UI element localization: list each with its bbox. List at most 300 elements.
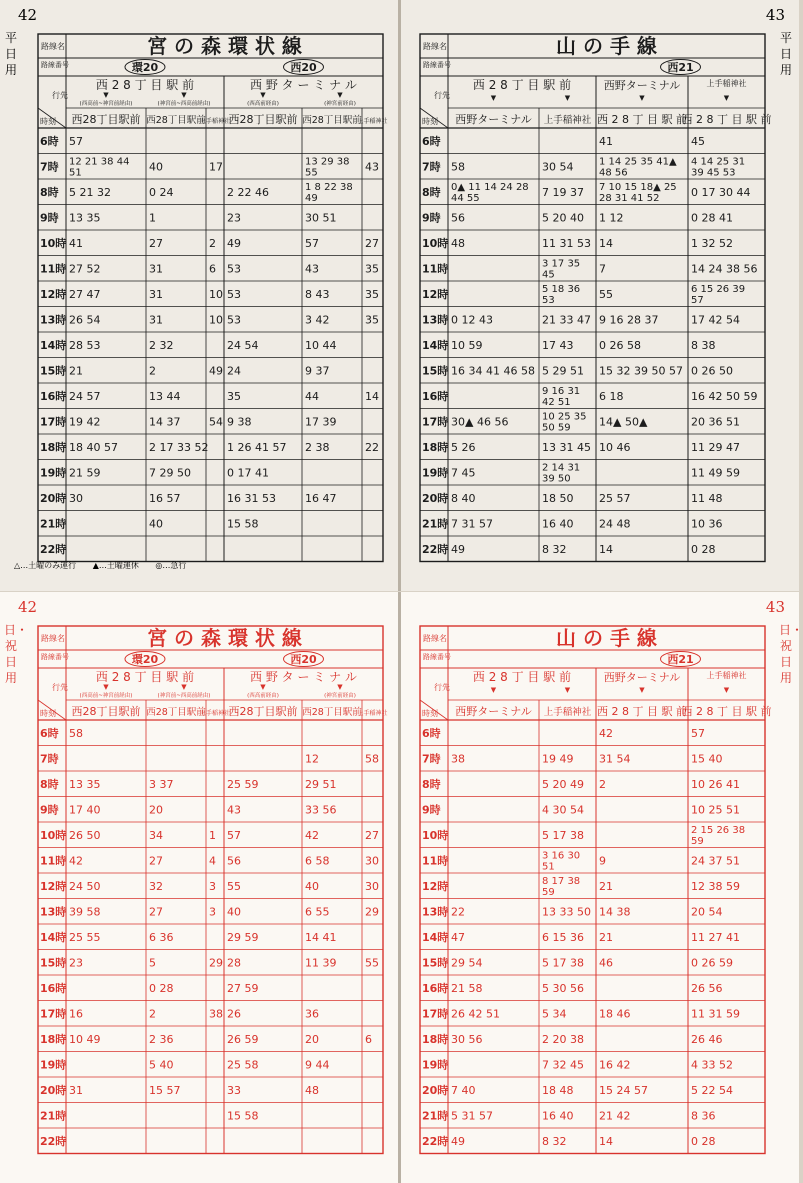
destination-column-head: 西28丁目駅前 (302, 707, 362, 718)
departure-minutes: 29 54 (451, 956, 483, 970)
departure-minutes: 59 (691, 836, 704, 847)
departure-minutes: 25 58 (227, 1058, 259, 1072)
departure-minutes: 7 45 (451, 466, 476, 480)
hour-cell: 9時 (422, 211, 441, 225)
departure-minutes: 3 (209, 880, 216, 893)
destination-column-head: 西野ターミナル (455, 705, 532, 718)
hour-cell: 14時 (40, 339, 67, 352)
departure-minutes: 4 (209, 854, 216, 868)
route-number-label: 路線番号 (41, 653, 69, 661)
departure-minutes: 20 (305, 1033, 319, 1046)
departure-minutes: 10 49 (69, 1033, 101, 1046)
departure-minutes: 8 32 (542, 1135, 567, 1148)
destination-label: 行先 (52, 683, 68, 692)
departure-minutes: 2 38 (305, 441, 330, 454)
departure-minutes: 5 29 51 (542, 364, 584, 378)
departure-minutes: 10 25 51 (691, 803, 740, 817)
departure-minutes: 19 42 (69, 415, 101, 429)
line-name-label: 路線名 (41, 42, 65, 51)
day-label: 日・祝日用 (779, 623, 803, 685)
departure-minutes: 5 26 (451, 441, 476, 454)
departure-minutes: 19 49 (542, 752, 574, 766)
hour-cell: 18時 (422, 1033, 449, 1046)
departure-minutes: 11 31 53 (542, 237, 591, 250)
departure-minutes: 31 (149, 313, 163, 327)
departure-minutes: 18 40 57 (69, 441, 118, 454)
departure-minutes: 8 17 38 (542, 876, 581, 887)
destination-group: 西野ターミナル (603, 79, 681, 92)
departure-minutes: 24 57 (69, 390, 101, 403)
departure-minutes: 0 26 59 (691, 956, 733, 970)
departure-minutes: 0 28 (691, 543, 716, 556)
departure-minutes: 40 (305, 880, 319, 893)
departure-minutes: 10 36 (691, 517, 723, 531)
down-arrow-icon: ▼ (639, 686, 645, 694)
departure-minutes: 55 (599, 288, 613, 301)
departure-minutes: 6 58 (305, 854, 330, 868)
route-via-note: (神宮前経由) (324, 101, 356, 107)
hour-cell: 17時 (422, 1007, 449, 1021)
destination-column-head: 西28丁目駅前 (146, 707, 206, 718)
departure-minutes: 16 40 (542, 517, 574, 531)
departure-minutes: 49 (227, 237, 241, 250)
hour-cell: 6時 (422, 135, 441, 148)
departure-minutes: 13 44 (149, 390, 181, 403)
departure-minutes: 10 44 (305, 339, 337, 352)
destination-column-head: 西28丁目駅前 (71, 113, 141, 126)
departure-minutes: 14 24 38 56 (691, 262, 758, 276)
departure-minutes: 22 (451, 905, 465, 919)
hour-label: 時刻 (422, 709, 438, 718)
departure-minutes: 49 (209, 364, 223, 378)
hour-cell: 19時 (40, 1058, 67, 1072)
departure-minutes: 1 (209, 829, 216, 842)
departure-minutes: 29 59 (227, 931, 259, 944)
hour-cell: 12時 (422, 288, 449, 301)
departure-minutes: 16 42 50 59 (691, 390, 758, 403)
departure-minutes: 17 39 (305, 415, 337, 429)
departure-minutes: 42 (69, 854, 83, 868)
departure-minutes: 14 37 (149, 415, 181, 429)
departure-minutes: 2 17 33 52 (149, 441, 209, 454)
hour-cell: 13時 (422, 313, 449, 327)
departure-minutes: 44 55 (451, 193, 480, 204)
departure-minutes: 30 54 (542, 160, 574, 174)
departure-minutes: 2 36 (149, 1033, 174, 1046)
departure-minutes: 57 (69, 135, 83, 148)
departure-minutes: 10 59 (451, 339, 483, 352)
departure-minutes: 31 (69, 1084, 83, 1097)
down-arrow-icon: ▼ (337, 91, 343, 99)
departure-minutes: 2 14 31 (542, 462, 581, 474)
departure-minutes: 45 (542, 269, 555, 281)
hour-cell: 19時 (422, 1058, 449, 1072)
hour-cell: 21時 (422, 1109, 449, 1123)
departure-minutes: 24 (227, 364, 241, 378)
departure-minutes: 42 51 (542, 397, 571, 408)
departure-minutes: 7 (599, 262, 606, 276)
down-arrow-icon: ▼ (260, 91, 266, 99)
departure-minutes: 12 (305, 752, 319, 766)
hour-cell: 11時 (40, 854, 67, 868)
hour-cell: 15時 (422, 364, 449, 378)
departure-minutes: 3 (209, 905, 216, 919)
departure-minutes: 27 (149, 854, 163, 868)
departure-minutes: 2 (149, 1007, 156, 1021)
holiday-page-43 (400, 592, 803, 1183)
departure-minutes: 14 41 (305, 931, 337, 944)
departure-minutes: 27 (365, 237, 379, 250)
timetable (400, 592, 803, 1183)
departure-minutes: 5 18 36 (542, 284, 581, 295)
departure-minutes: 5 17 38 (542, 956, 584, 970)
departure-minutes: 17 (209, 160, 223, 174)
destination-group: 西 2 8 丁 目 駅 前 (95, 78, 195, 92)
departure-minutes: 40 (227, 905, 241, 919)
destination-label: 行先 (52, 91, 68, 100)
departure-minutes: 24 37 51 (691, 854, 740, 868)
departure-minutes: 7 19 37 (542, 186, 584, 199)
departure-minutes: 31 54 (599, 752, 631, 766)
hour-cell: 8時 (422, 778, 441, 791)
departure-minutes: 4 30 54 (542, 803, 584, 817)
departure-minutes: 32 (149, 880, 163, 893)
departure-minutes: 13 29 38 (305, 156, 350, 168)
departure-minutes: 6 15 36 (542, 931, 584, 944)
departure-minutes: 1 8 22 38 (305, 182, 353, 193)
departure-minutes: 15 32 39 50 57 (599, 364, 683, 378)
departure-minutes: 38 (209, 1007, 223, 1021)
departure-minutes: 9 16 31 (542, 386, 581, 397)
down-arrow-icon: ▼ (564, 94, 571, 102)
hour-cell: 18時 (422, 441, 449, 454)
day-label: 平日用 (4, 31, 17, 77)
departure-minutes: 0 28 (149, 982, 174, 995)
hour-cell: 9時 (422, 803, 441, 817)
departure-minutes: 1 14 25 35 41▲ (599, 156, 677, 168)
departure-minutes: 1 12 (599, 211, 624, 225)
departure-minutes: 42 (305, 829, 319, 842)
departure-minutes: 33 (227, 1084, 241, 1097)
departure-minutes: 48 (305, 1084, 319, 1097)
down-arrow-icon: ▼ (260, 683, 266, 691)
departure-minutes: 0 24 (149, 186, 174, 199)
hour-cell: 18時 (40, 441, 67, 454)
holiday-spread (0, 592, 803, 1183)
weekday-spread (0, 0, 799, 591)
departure-minutes: 26 50 (69, 829, 101, 842)
departure-minutes: 5 20 49 (542, 778, 584, 791)
route-via-note: (神宮前~西高前経由) (157, 101, 211, 107)
departure-minutes: 24 50 (69, 880, 101, 893)
day-label: 日・祝日用 (4, 623, 29, 685)
hour-cell: 10時 (40, 237, 67, 250)
departure-minutes: 26 56 (691, 982, 723, 995)
departure-minutes: 27 (149, 905, 163, 919)
departure-minutes: 24 48 (599, 517, 631, 531)
departure-minutes: 30 (69, 492, 83, 505)
hour-cell: 7時 (422, 160, 441, 174)
departure-minutes: 26 54 (69, 313, 101, 327)
departure-minutes: 53 (227, 313, 241, 327)
destination-column-head: 上手稲神社 (543, 707, 592, 718)
destination-column-head: 西 2 8 丁 目 駅 前 (597, 705, 687, 718)
departure-minutes: 8 40 (451, 492, 476, 505)
route-via-note: (西高前経由) (247, 693, 279, 699)
hour-cell: 12時 (40, 880, 67, 893)
hour-cell: 8時 (40, 186, 59, 199)
departure-minutes: 57 (691, 727, 705, 740)
line-name-label: 路線名 (41, 634, 65, 643)
route-via-note: (神宮前経由) (324, 693, 356, 699)
departure-minutes: 28 (227, 956, 241, 970)
timetable (400, 0, 799, 591)
departure-minutes: 14 (599, 237, 613, 250)
departure-minutes: 53 (227, 288, 241, 301)
departure-minutes: 20 36 51 (691, 415, 740, 429)
departure-minutes: 30 51 (305, 211, 337, 225)
hour-label: 時刻 (422, 117, 438, 126)
departure-minutes: 8 43 (305, 288, 330, 301)
down-arrow-icon: ▼ (181, 91, 187, 99)
route-number-text: 環20 (131, 61, 159, 74)
departure-minutes: 28 53 (69, 339, 101, 352)
departure-minutes: 0 28 (691, 1135, 716, 1148)
route-number-label: 路線番号 (423, 61, 451, 69)
hour-cell: 8時 (40, 778, 59, 791)
departure-minutes: 14 (599, 1135, 613, 1148)
departure-minutes: 31 (149, 262, 163, 276)
departure-minutes: 55 (227, 880, 241, 893)
departure-minutes: 23 (69, 956, 83, 970)
departure-minutes: 18 48 (542, 1084, 574, 1097)
departure-minutes: 58 (451, 160, 465, 174)
departure-minutes: 4 33 52 (691, 1058, 733, 1072)
departure-minutes: 5 20 40 (542, 211, 584, 225)
line-name-title: 山 の 手 線 (556, 34, 657, 58)
down-arrow-icon: ▼ (723, 686, 730, 694)
hour-cell: 13時 (40, 905, 67, 919)
departure-minutes: 10 46 (599, 441, 631, 454)
hour-cell: 15時 (422, 956, 449, 970)
route-via-note: (西高前経由) (247, 101, 279, 107)
departure-minutes: 47 (451, 931, 465, 944)
departure-minutes: 26 59 (227, 1033, 259, 1046)
departure-minutes: 46 (599, 956, 613, 970)
departure-minutes: 17 40 (69, 803, 101, 817)
hour-cell: 20時 (422, 1084, 449, 1097)
departure-minutes: 18 50 (542, 492, 574, 505)
departure-minutes: 5 34 (542, 1007, 567, 1021)
day-label: 平日用 (779, 31, 792, 77)
hour-cell: 10時 (40, 829, 67, 842)
destination-group: 西 2 8 丁 目 駅 前 (95, 670, 195, 684)
departure-minutes: 20 54 (691, 905, 723, 919)
departure-minutes: 2 (599, 778, 606, 791)
departure-minutes: 10 25 35 (542, 411, 587, 423)
hour-cell: 17時 (422, 415, 449, 429)
departure-minutes: 45 (691, 135, 705, 148)
timetable (0, 0, 399, 591)
hour-cell: 7時 (40, 752, 59, 766)
departure-minutes: 10 (209, 313, 223, 327)
departure-minutes: 42 (599, 727, 613, 740)
route-via-note: (西高前~神宮前経由) (79, 693, 133, 699)
departure-minutes: 55 (365, 956, 379, 970)
down-arrow-icon: ▼ (723, 94, 730, 102)
line-name-label: 路線名 (423, 634, 447, 643)
departure-minutes: 21 (69, 364, 83, 378)
destination-group: 西 2 8 丁 目 駅 前 (472, 670, 572, 684)
departure-minutes: 54 (209, 415, 223, 429)
hour-cell: 21時 (40, 1109, 67, 1123)
departure-minutes: 49 (305, 193, 318, 204)
down-arrow-icon: ▼ (181, 683, 187, 691)
departure-minutes: 43 (305, 262, 319, 276)
departure-minutes: 27 (365, 829, 379, 842)
route-number-text: 西21 (667, 61, 694, 74)
departure-minutes: 15 57 (149, 1084, 181, 1097)
hour-cell: 11時 (422, 854, 449, 868)
departure-minutes: 11 48 (691, 492, 723, 505)
departure-minutes: 27 59 (227, 982, 259, 995)
hour-cell: 11時 (40, 262, 67, 276)
departure-minutes: 48 (451, 237, 465, 250)
departure-minutes: 39 58 (69, 905, 101, 919)
destination-column-head: 西28丁目駅前 (302, 115, 362, 126)
departure-minutes: 8 32 (542, 543, 567, 556)
page-number: 42 (18, 598, 38, 616)
page-number: 42 (18, 6, 38, 24)
route-number-text: 西20 (290, 653, 317, 666)
departure-minutes: 3 37 (149, 778, 174, 791)
departure-minutes: 51 (542, 861, 555, 873)
down-arrow-icon: ▼ (337, 683, 343, 691)
hour-cell: 14時 (422, 339, 449, 352)
departure-minutes: 51 (69, 167, 82, 179)
destination-column-head: 上手稲神社 (199, 710, 231, 717)
departure-minutes: 11 27 41 (691, 931, 740, 944)
departure-minutes: 41 (599, 135, 613, 148)
departure-minutes: 21 58 (451, 982, 483, 995)
departure-minutes: 44 (305, 390, 319, 403)
departure-minutes: 36 (305, 1007, 319, 1021)
departure-minutes: 6 (365, 1033, 372, 1046)
departure-minutes: 31 (149, 288, 163, 301)
hour-cell: 22時 (422, 1135, 449, 1148)
hour-cell: 11時 (422, 262, 449, 276)
departure-minutes: 30▲ 46 56 (451, 415, 509, 429)
departure-minutes: 6 18 (599, 390, 624, 403)
departure-minutes: 53 (542, 295, 555, 306)
hour-cell: 18時 (40, 1033, 67, 1046)
departure-minutes: 43 (365, 160, 379, 174)
destination-column-head: 上手稲神社 (357, 710, 388, 717)
departure-minutes: 21 (599, 880, 613, 893)
departure-minutes: 35 (365, 288, 379, 301)
departure-minutes: 10 (209, 288, 223, 301)
destination-group: 上手稲神社 (706, 671, 747, 680)
departure-minutes: 17 42 54 (691, 313, 740, 327)
departure-minutes: 2 22 46 (227, 186, 269, 199)
down-arrow-icon: ▼ (490, 94, 497, 102)
legend-item: ▲…土曜運休 (92, 561, 139, 570)
hour-cell: 7時 (40, 160, 59, 174)
page-number: 43 (765, 598, 785, 616)
departure-minutes: 30 (365, 880, 379, 893)
departure-minutes: 9 (599, 854, 606, 868)
departure-minutes: 9 16 28 37 (599, 313, 659, 327)
hour-cell: 16時 (422, 982, 449, 995)
departure-minutes: 25 59 (227, 778, 259, 791)
departure-minutes: 43 (227, 803, 241, 817)
departure-minutes: 30 (365, 854, 379, 868)
departure-minutes: 16 42 (599, 1058, 631, 1072)
departure-minutes: 57 (305, 237, 319, 250)
departure-minutes: 16 (69, 1007, 83, 1021)
departure-minutes: 35 (227, 390, 241, 403)
hour-cell: 21時 (422, 517, 449, 531)
hour-cell: 9時 (40, 211, 59, 225)
departure-minutes: 12 38 59 (691, 880, 740, 893)
destination-column-head: 西28丁目駅前 (71, 705, 141, 718)
departure-minutes: 27 (149, 237, 163, 250)
departure-minutes: 7 32 45 (542, 1058, 584, 1072)
departure-minutes: 9 37 (305, 364, 330, 378)
hour-cell: 13時 (40, 313, 67, 327)
departure-minutes: 3 16 30 (542, 850, 581, 862)
departure-minutes: 7 29 50 (149, 466, 191, 480)
destination-column-head: 西 2 8 丁 目 駅 前 (681, 113, 772, 126)
destination-column-head: 上手稲神社 (199, 118, 231, 125)
departure-minutes: 5 17 38 (542, 829, 584, 842)
departure-minutes: 35 (365, 313, 379, 327)
departure-minutes: 21 (599, 931, 613, 944)
departure-minutes: 26 42 51 (451, 1007, 500, 1021)
destination-group: 西 野 タ ー ミ ナ ル (250, 78, 357, 92)
hour-cell: 22時 (40, 1135, 67, 1148)
hour-cell: 22時 (422, 543, 449, 556)
hour-cell: 6時 (40, 135, 59, 148)
departure-minutes: 28 31 41 52 (599, 193, 660, 204)
hour-cell: 12時 (422, 880, 449, 893)
departure-minutes: 5 (149, 956, 156, 970)
line-name-label: 路線名 (423, 42, 447, 51)
legend-item: △…土曜のみ運行 (14, 561, 77, 570)
destination-group: 西野ターミナル (603, 671, 681, 684)
line-name-title: 宮 の 森 環 状 線 (147, 34, 302, 58)
departure-minutes: 16 57 (149, 492, 181, 505)
destination-label: 行先 (434, 91, 450, 100)
down-arrow-icon: ▼ (564, 686, 571, 694)
departure-minutes: 11 29 47 (691, 441, 740, 454)
hour-cell: 20時 (422, 492, 449, 505)
destination-column-head: 西28丁目駅前 (228, 113, 298, 126)
departure-minutes: 16 40 (542, 1109, 574, 1123)
departure-minutes: 27 52 (69, 262, 101, 276)
departure-minutes: 27 47 (69, 288, 101, 301)
departure-minutes: 22 (365, 441, 379, 454)
departure-minutes: 8 38 (691, 339, 716, 352)
departure-minutes: 35 (365, 262, 379, 276)
departure-minutes: 57 (691, 295, 704, 306)
departure-minutes: 26 46 (691, 1033, 723, 1046)
departure-minutes: 41 (69, 237, 83, 250)
departure-minutes: 2 (209, 237, 216, 250)
departure-minutes: 0 26 58 (599, 339, 641, 352)
route-via-note: (西高前~神宮前経由) (79, 101, 133, 107)
departure-minutes: 3 42 (305, 313, 330, 327)
